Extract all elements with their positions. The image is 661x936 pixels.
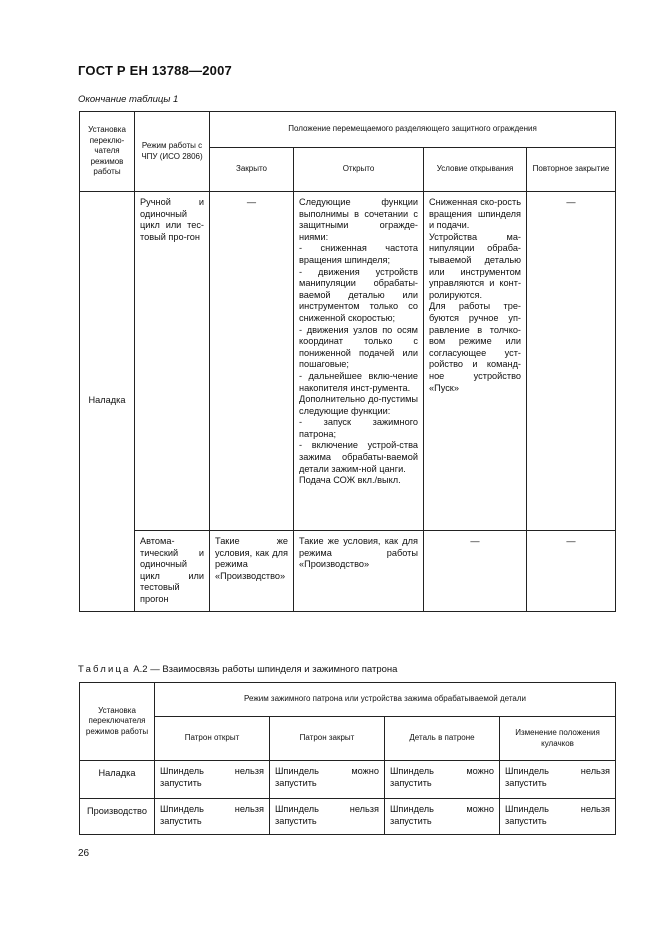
t1-group-label: Наладка: [80, 192, 135, 612]
t2-r1-c4: Шпиндель нельзя запустить: [500, 761, 616, 799]
table2-caption: [78, 664, 397, 675]
paragraph: - движения устройств манипуляции обрабаты-ваемой деталью или инструментом только со сниженной скоростью;: [299, 266, 418, 323]
t2-r2-c2: Шпиндель нельзя запустить: [270, 799, 385, 835]
t1-head-condition: Условие открывания: [424, 148, 527, 192]
t2-r1-c1: Шпиндель нельзя запустить: [155, 761, 270, 799]
t2-r1-c2: Шпиндель можно запустить: [270, 761, 385, 799]
paragraph: Устройства ма-нипуляции обраба-тываемой деталью или инструментом управляются и конт-ролируются.: [429, 231, 521, 300]
t1-head-reclose: Повторное закрытие: [527, 148, 616, 192]
t2-r2-c3: Шпиндель можно запустить: [385, 799, 500, 835]
paragraph: —: [470, 536, 480, 546]
paragraph: Такие же условия, как для режима работы «Производство»: [299, 536, 418, 570]
t1-head-position: Положение перемещаемого разделяющего защитного ограждения: [210, 112, 616, 148]
page-header-title: ГОСТ Р ЕН 13788—2007: [78, 63, 232, 78]
table-row: [80, 799, 616, 835]
t2-r2-c4: Шпиндель нельзя запустить: [500, 799, 616, 835]
t1-r2-mode: Автома-тический и одиночный цикл или тестовый прогон: [135, 531, 210, 612]
table2: [79, 682, 616, 835]
t2-r2-setting: Производство: [80, 799, 155, 835]
t1-r1-mode: Ручной и одиночный цикл или тес-товый про-гон: [135, 192, 210, 531]
t2-head-setting: Установка переключателя режимов работы: [80, 683, 155, 761]
t2-head-closed: Патрон закрыт: [270, 717, 385, 761]
paragraph: Подача СОЖ вкл./выкл.: [299, 475, 401, 486]
t2-head-jaw: Изменение положения кулачков: [500, 717, 616, 761]
table1-caption: Окончание таблицы 1: [78, 94, 179, 105]
page-number: 26: [78, 848, 90, 859]
t2-r1-c3: Шпиндель можно запустить: [385, 761, 500, 799]
table2-caption-prefix: Таблица: [78, 664, 131, 675]
t1-r1-open: [294, 192, 424, 531]
t1-head-mode: Режим работы с ЧПУ (ИСО 2806): [135, 112, 210, 192]
paragraph: - включение устрой-ства зажима обрабаты-ваемой детали зажим-ной цанги.: [299, 440, 418, 474]
paragraph: - дальнейшее вклю-чение накопителя инст-румента.: [299, 370, 418, 393]
t1-r1-reclose: —: [527, 192, 616, 531]
table-row: [80, 531, 616, 612]
t1-head-closed: Закрыто: [210, 148, 294, 192]
table2-caption-text: А.2 — Взаимосвязь работы шпинделя и зажимного патрона: [133, 664, 398, 675]
t1-head-setting: Установка переклю-чателя режимов работы: [80, 112, 135, 192]
paragraph: - движения узлов по осям координат только с пониженной подачей или пошаговые;: [299, 324, 418, 370]
t1-r2-closed: Такие же условия, как для режима «Производство»: [210, 531, 294, 612]
t1-r2-condition: [424, 531, 527, 612]
t2-r1-setting: Наладка: [80, 761, 155, 799]
paragraph: - сниженная частота вращения шпинделя;: [299, 243, 418, 265]
t2-head-part: Деталь в патроне: [385, 717, 500, 761]
t2-head-open: Патрон открыт: [155, 717, 270, 761]
t1-head-open: Открыто: [294, 148, 424, 192]
table-row: [80, 192, 616, 531]
t1-r2-open: [294, 531, 424, 612]
paragraph: Для работы тре-буются ручное уп-равление в толчко-вом режиме или согласующее уст-ройство и команд-ное устройство «Пуск»: [429, 301, 521, 393]
paragraph: - запуск зажимного патрона;: [299, 417, 418, 439]
t2-r2-c1: Шпиндель нельзя запустить: [155, 799, 270, 835]
paragraph: Дополнительно до-пустимы следующие функции:: [299, 394, 418, 416]
t1-r1-condition: [424, 192, 527, 531]
t1-r2-reclose: —: [527, 531, 616, 612]
t2-head-chuck-mode: Режим зажимного патрона или устройства зажима обрабатываемой детали: [155, 683, 616, 717]
t1-r1-closed: —: [210, 192, 294, 531]
table-row: [80, 761, 616, 799]
paragraph: Сниженная ско-рость вращения шпинделя и подачи.: [429, 197, 521, 231]
paragraph: Следующие функции выполнимы в сочетании с защитными огражде-ниями:: [299, 197, 418, 242]
table1: [79, 111, 616, 612]
